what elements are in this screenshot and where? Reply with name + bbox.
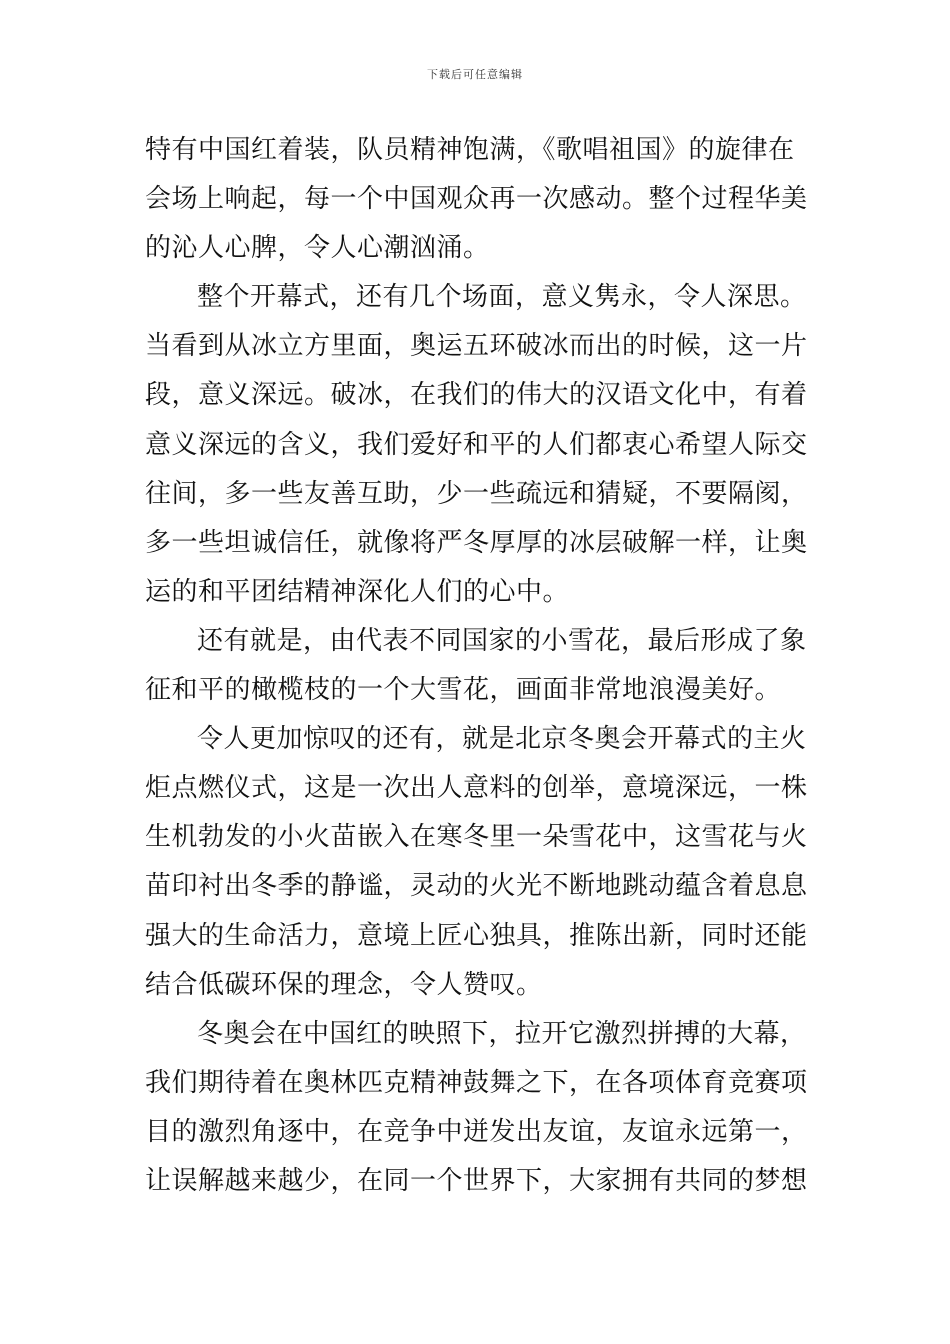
text-line: 强大的生命活力，意境上匠心独具，推陈出新，同时还能 [145,920,808,951]
text-line: 炬点燃仪式，这是一次出人意料的创举，意境深远，一株 [145,773,808,804]
paragraph-first-line: 冬奥会在中国红的映照下，拉开它激烈拼搏的大幕， [197,1018,807,1049]
page-header: 下载后可任意编辑 [427,68,523,81]
paragraph-first-line: 还有就是，由代表不同国家的小雪花，最后形成了象 [197,625,807,656]
text-line: 让误解越来越少，在同一个世界下，大家拥有共同的梦想 [145,1165,808,1196]
text-line: 苗印衬出冬季的静谧，灵动的火光不断地跳动蕴含着息息 [145,871,808,902]
text-line: 征和平的橄榄枝的一个大雪花，画面非常地浪漫美好。 [145,675,782,706]
text-line: 目的激烈角逐中，在竞争中迸发出友谊，友谊永远第一， [145,1116,808,1147]
text-line: 的沁人心脾，令人心潮汹涌。 [145,233,490,264]
article-body [145,126,810,1206]
text-line: 意义深远的含义，我们爱好和平的人们都衷心希望人际交 [145,429,808,460]
text-line: 会场上响起，每一个中国观众再一次感动。整个过程华美 [145,184,808,215]
paragraph-first-line: 整个开幕式，还有几个场面，意义隽永，令人深思。 [197,282,807,313]
text-line: 多一些坦诚信任，就像将严冬厚厚的冰层破解一样，让奥 [145,527,808,558]
text-line: 生机勃发的小火苗嵌入在寒冬里一朵雪花中，这雪花与火 [145,822,808,853]
text-line: 结合低碳环保的理念，令人赞叹。 [145,969,543,1000]
text-line: 运的和平团结精神深化人们的心中。 [145,576,570,607]
text-line: 段，意义深远。破冰，在我们的伟大的汉语文化中，有着 [145,380,808,411]
paragraph-first-line: 令人更加惊叹的还有，就是北京冬奥会开幕式的主火 [197,724,807,755]
text-line: 特有中国红着装，队员精神饱满，《歌唱祖国》的旋律在 [145,135,795,165]
text-line: 往间，多一些友善互助，少一些疏远和猜疑，不要隔阂， [145,478,808,509]
text-line: 我们期待着在奥林匹克精神鼓舞之下，在各项体育竞赛项 [145,1067,808,1098]
text-line: 当看到从冰立方里面，奥运五环破冰而出的时候，这一片 [145,331,808,362]
